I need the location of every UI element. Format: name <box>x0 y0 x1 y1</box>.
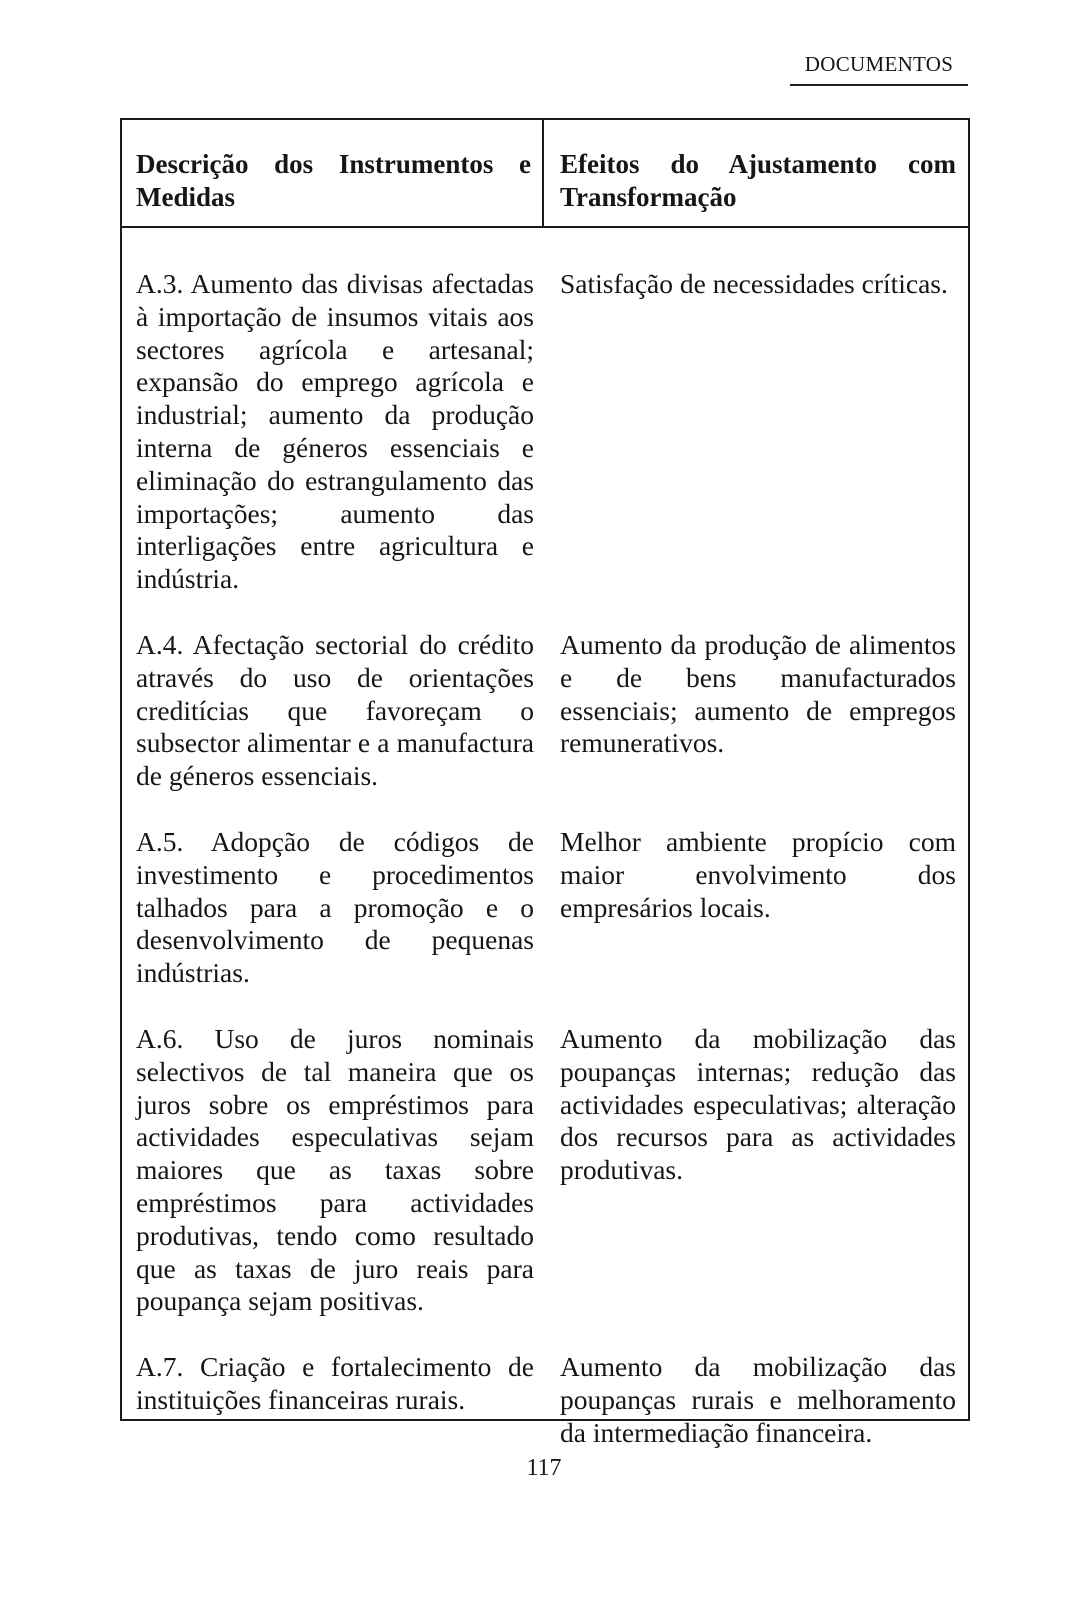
effect-a4: Aumento da produção de alimentos e de bens manufacturados essenciais; aumento de empregos remunerativos. <box>560 629 956 759</box>
header-divider <box>542 120 544 226</box>
effect-a7: Aumento da mobilização das poupanças rurais e melhoramento da intermediação financeira. <box>560 1351 956 1448</box>
instrument-a4: A.4. Afectação sectorial do crédito através do uso de orientações creditícias que favoreçam o subsector alimentar e a manufactura de géneros essenciais. <box>136 629 534 792</box>
running-head: DOCUMENTOS <box>790 52 968 86</box>
page-number: 117 <box>526 1455 562 1481</box>
header-instruments: Descrição dos Instrumentos e Medidas <box>136 149 531 212</box>
measures-table <box>120 118 970 1448</box>
effects-column <box>560 268 956 1482</box>
instrument-a6: A.6. Uso de juros nominais selectivos de tal maneira que os juros sobre os empréstimos para actividades especulativas sejam maiores que as taxas sobre empréstimos para actividades produtivas, tendo como resultado que as taxas de juro reais para poupança sejam positivas. <box>136 1023 534 1317</box>
effect-a6: Aumento da mobilização das poupanças internas; redução das actividades especulativas; alteração dos recursos para as actividades produtivas. <box>560 1023 956 1186</box>
effect-a3: Satisfação de necessidades críticas. <box>560 268 948 299</box>
effect-a5: Melhor ambiente propício com maior envolvimento dos empresários locais. <box>560 826 956 923</box>
header-effects: Efeitos do Ajustamento com Transformação <box>560 149 956 212</box>
instrument-a3: A.3. Aumento das divisas afectadas à importação de insumos vitais aos sectores agrícola e artesanal; expansão do emprego agrícola e industrial; aumento da produção interna de géneros essenciais e eliminação do estrangulamento das importações; aumento das interligações entre agricultura e indústria. <box>136 268 534 595</box>
instruments-column <box>136 268 534 1482</box>
instrument-a5: A.5. Adopção de códigos de investimento e procedimentos talhados para a promoção e o desenvolvimento de pequenas indústrias. <box>136 826 534 989</box>
instrument-a7: A.7. Criação e fortalecimento de instituições financeiras rurais. <box>136 1351 534 1415</box>
table-header <box>122 120 968 228</box>
